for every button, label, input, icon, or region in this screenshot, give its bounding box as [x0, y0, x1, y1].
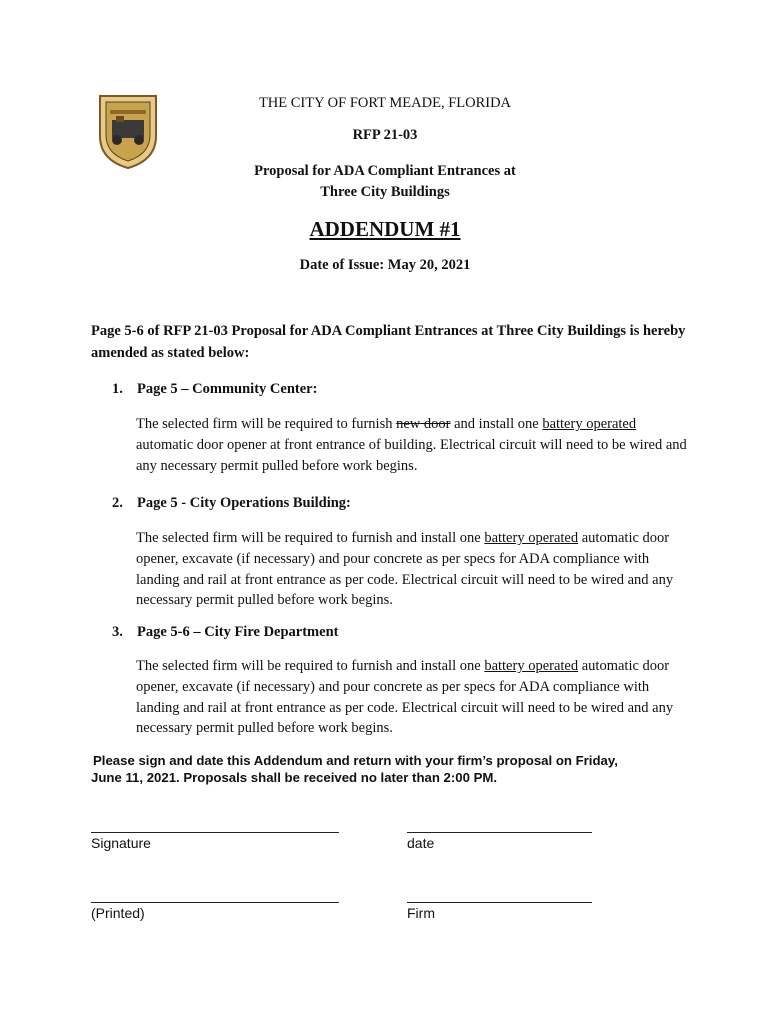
item-3-text-a: The selected firm will be required to furnish and install one [136, 658, 485, 674]
addendum-heading: ADDENDUM #1 [309, 217, 461, 241]
printed-name-label: (Printed) [91, 905, 145, 921]
submission-notice [91, 752, 691, 786]
firm-line[interactable] [407, 902, 592, 903]
firm-label: Firm [407, 905, 435, 921]
item-3-body [136, 656, 696, 739]
proposal-title-line-2: Three City Buildings [320, 184, 450, 200]
item-1-text-b: and install one [450, 416, 543, 432]
item-3-text-b: automatic door opener, excavate (if necessary) and pour concrete as per specs for ADA compliance with landing and rail at front entrance as per code. Electrical circuit will need to be wired and any necessary permit pulled before work begins. [136, 658, 674, 737]
submission-notice-line-2: June 11, 2021. Proposals shall be received no later than 2:00 PM. [91, 770, 498, 785]
proposal-title-line-1: Proposal for ADA Compliant Entrances at [254, 163, 516, 179]
signature-label: Signature [91, 835, 151, 851]
item-3-title: Page 5-6 – City Fire Department [137, 624, 339, 640]
signature-line[interactable] [91, 832, 339, 833]
item-3-number: 3. [112, 624, 123, 640]
item-2-underlined: battery operated [484, 530, 579, 546]
printed-name-line[interactable] [91, 902, 339, 903]
item-1-text-a: The selected firm will be required to furnish [136, 416, 397, 432]
item-1-underlined: battery operated [542, 416, 637, 432]
item-3-heading [112, 624, 338, 641]
item-2-text-b: automatic door opener, excavate (if necessary) and pour concrete as per specs for ADA compliance with landing and rail at front entrance as per code. Electrical circuit will need to be wired and any necessary permit pulled before work begins. [136, 530, 674, 609]
item-2-number: 2. [112, 495, 123, 511]
item-2-title: Page 5 - City Operations Building: [137, 495, 351, 511]
item-1-title: Page 5 – Community Center: [137, 381, 318, 397]
date-line[interactable] [407, 832, 592, 833]
item-2-heading [112, 495, 351, 512]
item-3-underlined: battery operated [484, 658, 579, 674]
city-name: THE CITY OF FORT MEADE, FLORIDA [258, 95, 512, 111]
proposal-title [0, 161, 770, 203]
item-1-number: 1. [112, 381, 123, 397]
item-2-text-a: The selected firm will be required to furnish and install one [136, 530, 485, 546]
item-1-body [136, 414, 696, 476]
item-1-text-c: automatic door opener at front entrance of building. Electrical circuit will need to be wired and any necessary permit pulled before work begins. [136, 436, 687, 474]
amendment-intro: Page 5-6 of RFP 21-03 Proposal for ADA Compliant Entrances at Three City Buildings is hereby amended as stated below: [91, 323, 686, 361]
item-1-strikethrough: new door [396, 416, 451, 432]
item-2-body [136, 528, 696, 611]
submission-notice-line-1: Please sign and date this Addendum and return with your firm’s proposal on Friday, [93, 753, 618, 768]
rfp-number: RFP 21-03 [352, 127, 418, 143]
item-1-heading [112, 381, 317, 398]
date-of-issue: Date of Issue: May 20, 2021 [299, 257, 471, 273]
date-label: date [407, 835, 435, 851]
